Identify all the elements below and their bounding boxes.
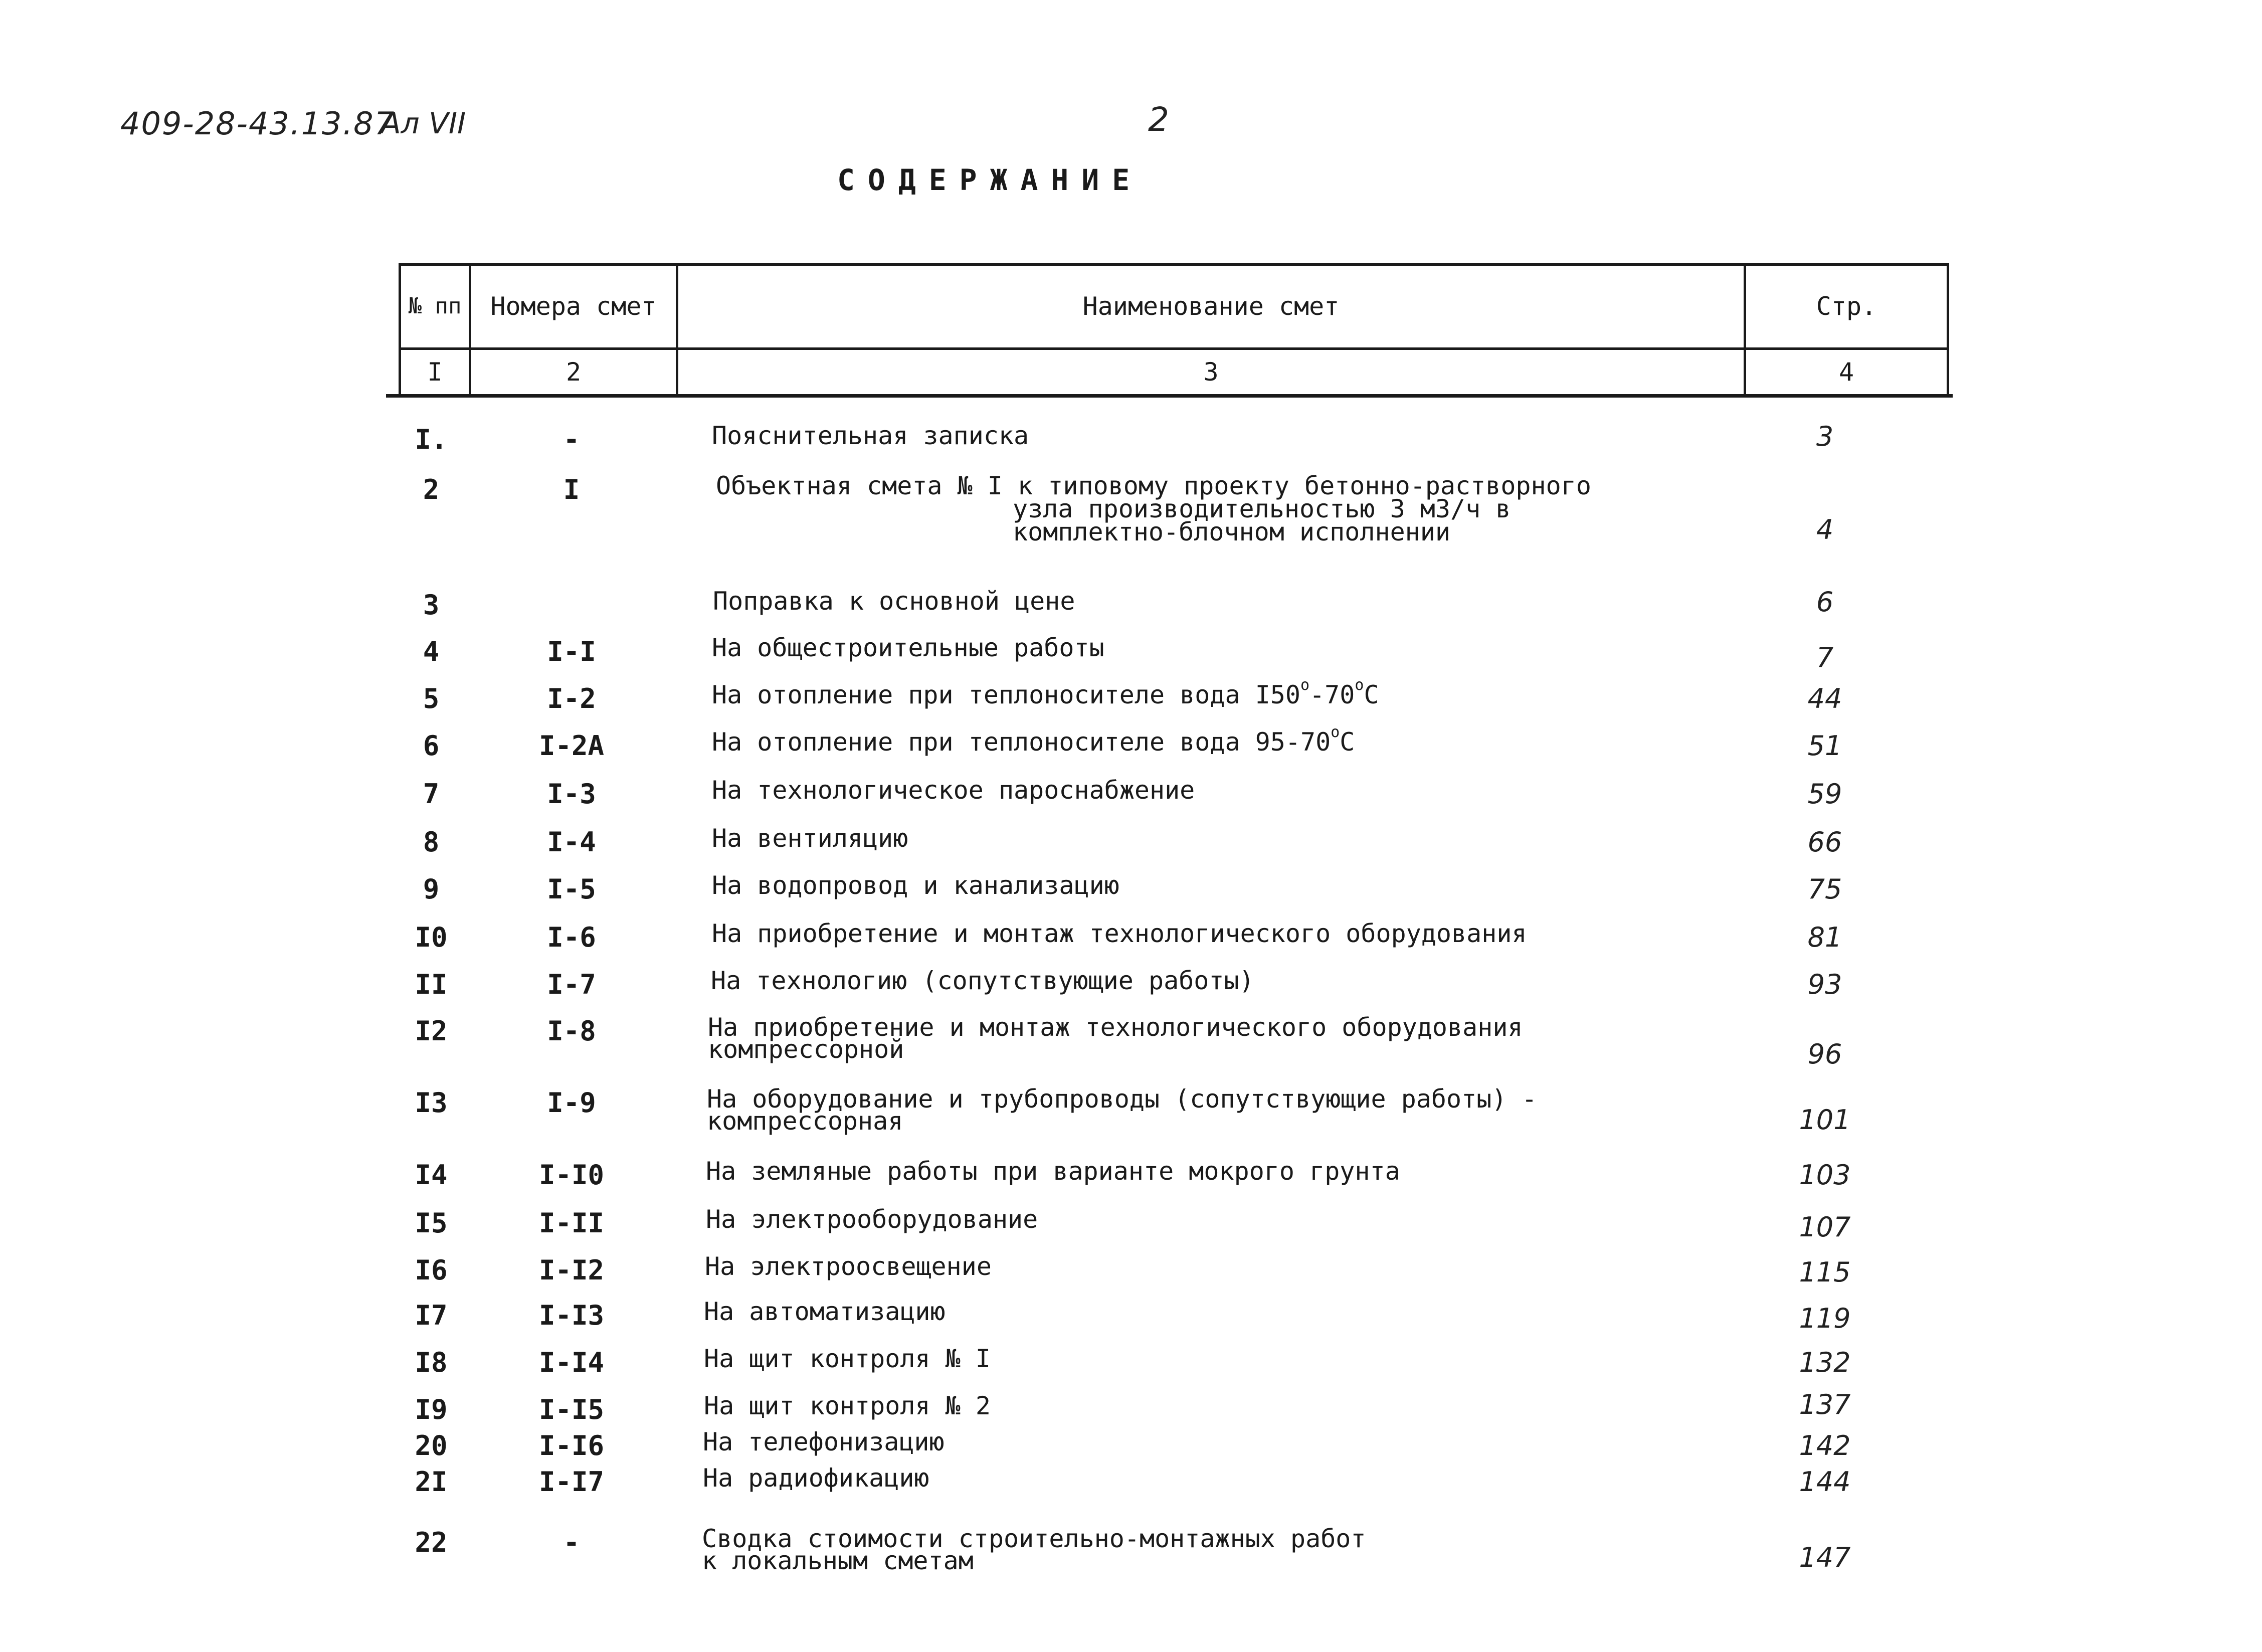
estimate-name: На технологию (сопутствующие работы) <box>711 966 1254 995</box>
page-ref: 142 <box>1799 1430 1851 1461</box>
estimate-name: На оборудование и трубопроводы (сопутствующие работы) - <box>707 1084 1537 1114</box>
estimate-code: - <box>563 1527 580 1558</box>
estimate-name-line: комплектно-блочном исполнении <box>1013 517 1450 546</box>
estimate-code: I-II <box>538 1207 605 1239</box>
row-number: 5 <box>423 683 440 714</box>
page-ref: 66 <box>1807 826 1842 858</box>
estimate-name: На электроосвещение <box>705 1252 992 1281</box>
page-ref: 132 <box>1799 1347 1851 1378</box>
row-number: 3 <box>423 589 440 621</box>
table-header-bottom-border <box>386 394 1953 398</box>
estimate-name: На щит контроля № I <box>704 1344 991 1373</box>
estimate-code: I-I6 <box>538 1430 605 1461</box>
row-number: I7 <box>415 1300 448 1331</box>
page-ref: 7 <box>1816 642 1834 673</box>
estimate-code: I-5 <box>547 873 596 905</box>
row-number: I3 <box>415 1087 448 1119</box>
row-number: 6 <box>423 730 440 762</box>
estimate-code: I-9 <box>547 1087 596 1119</box>
estimate-code: I-I5 <box>538 1394 605 1425</box>
estimate-code: I-3 <box>547 778 596 810</box>
column-header-num: № пп <box>408 293 462 319</box>
row-number: 2 <box>423 474 440 505</box>
estimate-code: I-I0 <box>538 1159 605 1191</box>
page-ref: 103 <box>1799 1159 1851 1191</box>
row-number: 9 <box>423 873 440 905</box>
page-title: СОДЕРЖАНИЕ <box>837 163 1143 197</box>
estimate-code: - <box>563 424 580 455</box>
page-ref: 44 <box>1807 683 1842 714</box>
estimate-name: Поправка к основной цене <box>713 587 1075 616</box>
estimate-code: I-2A <box>538 730 605 762</box>
estimate-code: I-7 <box>547 969 596 1000</box>
estimate-code: I-I7 <box>538 1466 605 1498</box>
column-number: I <box>427 357 443 387</box>
column-header-page: Стр. <box>1816 292 1877 321</box>
page-ref: 4 <box>1816 514 1834 545</box>
page-ref: 51 <box>1807 730 1842 762</box>
row-number: 2I <box>415 1466 448 1498</box>
page-ref: 115 <box>1799 1256 1851 1288</box>
row-number: 4 <box>423 636 440 667</box>
page-ref: 119 <box>1799 1303 1851 1334</box>
estimate-code: I-8 <box>547 1015 596 1047</box>
document-code: 409-28-43.13.87 <box>120 105 396 142</box>
estimate-name: На общестроительные работы <box>712 633 1104 662</box>
sheet-label: Ал VII <box>381 106 466 140</box>
row-number: 20 <box>415 1430 448 1461</box>
page-ref: 101 <box>1799 1104 1851 1136</box>
estimate-name-line: компрессорная <box>707 1107 903 1136</box>
column-header-name: Наименование смет <box>1082 292 1340 321</box>
estimate-name-line: узла производительностью 3 м3/ч в <box>1013 494 1511 523</box>
estimate-name: На водопровод и канализацию <box>712 871 1119 900</box>
page-ref: 6 <box>1816 586 1834 618</box>
row-number: 22 <box>415 1527 448 1558</box>
estimate-name: Сводка стоимости строительно-монтажных работ <box>702 1524 1366 1553</box>
estimate-name: На земляные работы при варианте мокрого грунта <box>706 1157 1400 1186</box>
page-ref: 93 <box>1807 969 1842 1000</box>
row-number: I9 <box>415 1394 448 1425</box>
estimate-name: На автоматизацию <box>704 1297 946 1326</box>
estimate-code: I-2 <box>547 683 596 714</box>
estimate-name: На отопление при теплоносителе вода I50$^o$-70$^o$C <box>712 676 1379 709</box>
page-ref: 59 <box>1807 778 1842 810</box>
page-ref: 144 <box>1799 1466 1851 1498</box>
estimate-name: Объектная смета № I к типовому проекту бетонно-растворного <box>716 471 1591 500</box>
page-ref: 96 <box>1807 1038 1842 1070</box>
estimate-name: На технологическое пароснабжение <box>712 776 1195 805</box>
column-number: 3 <box>1203 357 1219 387</box>
row-number: II <box>415 969 448 1000</box>
estimate-name: На электрооборудование <box>706 1205 1038 1234</box>
estimate-name: Пояснительная записка <box>712 421 1029 450</box>
estimate-name-line: компрессорной <box>708 1035 904 1064</box>
estimate-code: I <box>563 474 580 505</box>
column-number: 4 <box>1838 357 1854 387</box>
estimate-code: I-4 <box>547 826 596 858</box>
row-number: I8 <box>415 1347 448 1378</box>
estimate-name: На приобретение и монтаж технологического оборудования <box>712 919 1527 948</box>
page-ref: 137 <box>1799 1389 1851 1420</box>
column-header-code: Номера смет <box>490 292 657 321</box>
row-number: I5 <box>415 1207 448 1239</box>
row-number: I0 <box>415 922 448 953</box>
estimate-name: На приобретение и монтаж технологического оборудования <box>708 1013 1523 1042</box>
estimate-name: На телефонизацию <box>703 1427 945 1456</box>
estimate-name: На отопление при теплоносителе вода 95-70$^o$C <box>712 723 1355 757</box>
estimate-code: I-I4 <box>538 1347 605 1378</box>
page-ref: 147 <box>1799 1542 1851 1573</box>
page-ref: 107 <box>1799 1211 1851 1243</box>
estimate-code: I-I2 <box>538 1254 605 1286</box>
row-number: I. <box>415 424 448 455</box>
estimate-name: На радиофикацию <box>703 1463 929 1493</box>
row-number: 7 <box>423 778 440 810</box>
table-col-divider <box>1947 263 1949 397</box>
estimate-name: На вентиляцию <box>712 824 908 853</box>
row-number: I2 <box>415 1015 448 1047</box>
estimate-name: На щит контроля № 2 <box>704 1391 991 1420</box>
row-number: I6 <box>415 1254 448 1286</box>
estimate-code: I-6 <box>547 922 596 953</box>
estimate-name-line: к локальным сметам <box>702 1546 974 1575</box>
column-number: 2 <box>566 357 582 387</box>
page-ref: 81 <box>1807 922 1842 953</box>
row-number: I4 <box>415 1159 448 1191</box>
page-number: 2 <box>1148 100 1169 139</box>
row-number: 8 <box>423 826 440 858</box>
page-ref: 75 <box>1807 873 1842 905</box>
estimate-code: I-I <box>547 636 596 667</box>
estimate-code: I-I3 <box>538 1300 605 1331</box>
page-ref: 3 <box>1816 421 1834 452</box>
